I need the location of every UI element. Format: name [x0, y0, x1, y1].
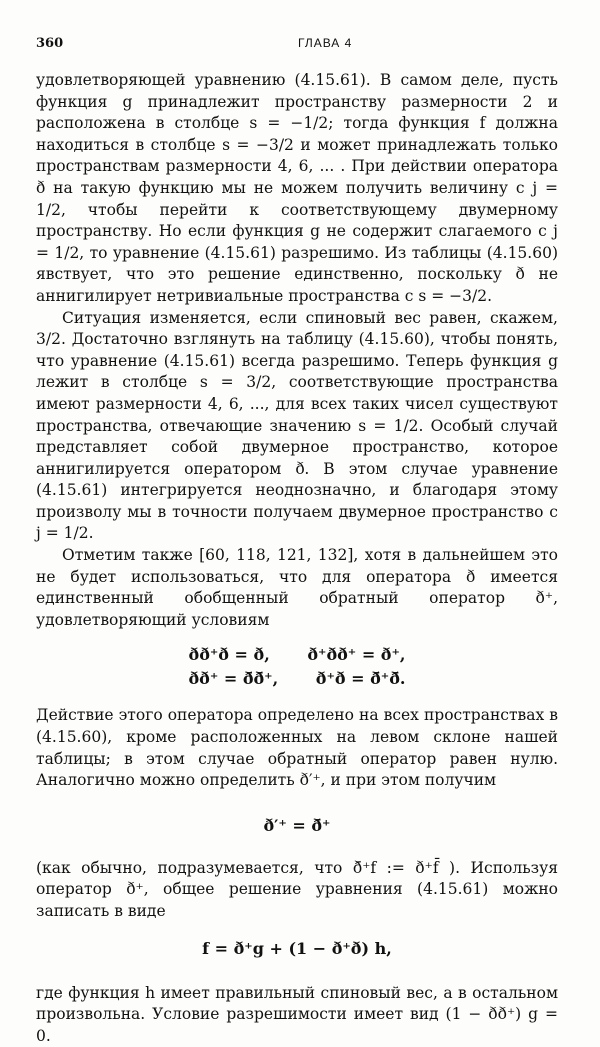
formula-2b: ð⁺ð = ð̄⁺ð̄.: [315, 669, 406, 689]
paragraph-4: Действие этого оператора определено на всех пространствах в (4.15.60), кроме расположенных на левом склоне нашей таблицы; в этом случае обратный оператор равен нулю. Аналогично можно определить ð′⁺, и при этом получим: [36, 706, 558, 790]
formula-2a: ðð⁺ = ð̄ð̄⁺,: [188, 669, 279, 689]
paragraph-3: Отметим также [60, 118, 121, 132], хотя в дальнейшем это не будет использоваться, что для оператора ð имеется единственный обобщенный обратный оператор ð⁺, удовлетворяющий условиям: [36, 546, 558, 629]
paragraph-1: удовлетворяющей уравнению (4.15.61). В самом деле, пусть функция g принадлежит пространству размерности 2 и расположена в столбце s = −1/2; тогда функция f должна находиться в столбце s = −3/2 и может принадлежать только пространствам размерности 4, 6, ... . При действии оператора ð на такую функцию мы не можем получить величину с j = 1/2, чтобы перейти к соответствующему двумерному пространству. Но если функция g не содержит слагаемого с j = 1/2, то уравнение (4.15.61) разрешимо. Из таблицы (4.15.60) явствует, что это решение единственно, поскольку ð не аннигилирует нетривиальные пространства с s = −3/2.: [36, 71, 558, 305]
chapter-title: ГЛАВА 4: [298, 36, 353, 50]
paragraph-6: где функция h имеет правильный спиновый вес, а в остальном произвольна. Условие разрешимости имеет вид (1 − ðð⁺) g = 0.: [36, 983, 558, 1045]
page-body: [36, 70, 558, 1047]
formula-condition-1: [36, 643, 558, 667]
formula-1b: ð⁺ðð⁺ = ð⁺,: [307, 645, 406, 665]
paragraph-5: (как обычно, подразумевается, что ð̄⁺f := ð⁺f̄ ). Используя оператор ð⁺, общее решение уравнения (4.15.61) можно записать в виде: [36, 858, 558, 920]
formula-condition-2: [36, 667, 558, 691]
page-number: 360: [36, 36, 64, 51]
paragraph-2: Ситуация изменяется, если спиновый вес равен, скажем, 3/2. Достаточно взглянуть на таблицу (4.15.60), чтобы понять, что уравнение (4.15.61) всегда разрешимо. Теперь функция g лежит в столбце s = 3/2, соответствующие пространства имеют размерности 4, 6, ..., для всех таких чисел существуют пространства, отвечающие значению s = 1/2. Особый случай представляет собой двумерное пространство, которое аннигилируется оператором ð. В этом случае уравнение (4.15.61) интегрируется неоднозначно, и благодаря этому произволу мы в точности получаем двумерное пространство с j = 1/2.: [36, 308, 558, 543]
formula-general-solution: f = ð⁺g + (1 − ð⁺ð) h,: [202, 938, 392, 958]
formula-1a: ðð⁺ð = ð,: [188, 645, 270, 665]
formula-prime-inverse: ð′⁺ = ð̄⁺: [263, 815, 331, 835]
page-header: [36, 36, 560, 56]
